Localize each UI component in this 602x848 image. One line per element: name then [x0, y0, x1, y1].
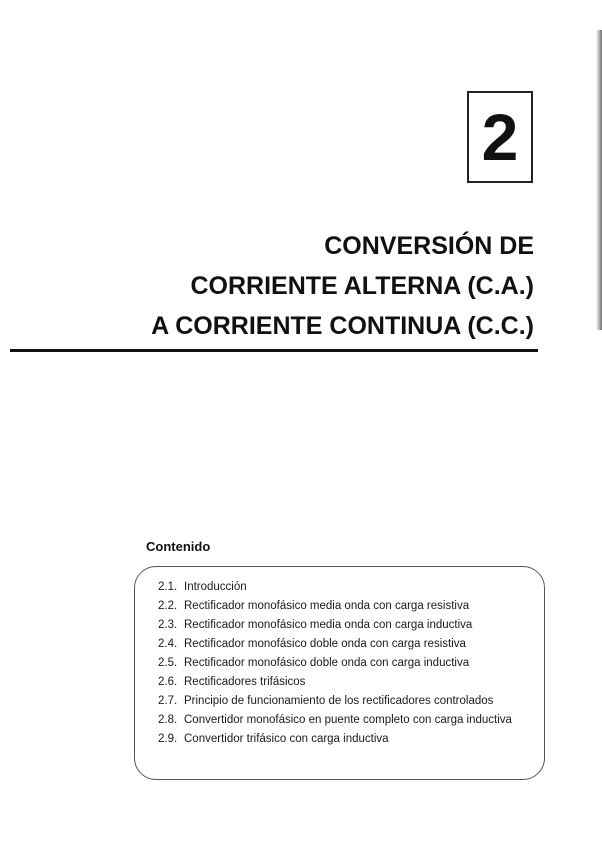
chapter-title-line-1: CONVERSIÓN DE [324, 232, 534, 260]
contents-item [158, 619, 538, 633]
contents-item-text: Rectificador monofásico media onda con carga inductiva [184, 619, 473, 631]
chapter-title-line-3: A CORRIENTE CONTINUA (C.C.) [151, 312, 534, 340]
contents-item-number: 2.4. [158, 638, 178, 650]
contents-item-number: 2.9. [158, 733, 178, 745]
contents-item-text: Rectificador monofásico doble onda con carga inductiva [184, 657, 470, 669]
contents-item-text: Convertidor monofásico en puente completo con carga inductiva [184, 714, 512, 726]
contents-item-text: Principio de funcionamiento de los rectificadores controlados [184, 695, 494, 707]
contents-item-text: Introducción [184, 581, 247, 593]
chapter-title-line-2: CORRIENTE ALTERNA (C.A.) [190, 272, 534, 300]
chapter-title [151, 226, 534, 346]
contents-item-text: Rectificador monofásico media onda con carga resistiva [184, 600, 470, 612]
contents-item [158, 600, 538, 614]
contents-box [134, 566, 545, 780]
contents-item-number: 2.6. [158, 676, 178, 688]
title-underline-rule [10, 349, 538, 352]
contents-item-text: Convertidor trifásico con carga inductiva [184, 733, 389, 745]
contents-item [158, 581, 538, 595]
page-edge-shadow [596, 30, 602, 330]
contents-item-text: Rectificadores trifásicos [184, 676, 306, 688]
contents-item [158, 733, 538, 747]
contents-item [158, 638, 538, 652]
contents-item [158, 676, 538, 690]
contents-item-number: 2.1. [158, 581, 178, 593]
contents-heading: Contenido [146, 539, 211, 554]
contents-item-number: 2.5. [158, 657, 178, 669]
contents-item-number: 2.3. [158, 619, 178, 631]
contents-item-number: 2.8. [158, 714, 178, 726]
contents-item [158, 695, 538, 709]
contents-list [158, 581, 538, 752]
chapter-number: 2 [481, 100, 519, 174]
contents-item [158, 657, 538, 671]
contents-item [158, 714, 538, 728]
contents-item-number: 2.2. [158, 600, 178, 612]
contents-item-text: Rectificador monofásico doble onda con carga resistiva [184, 638, 466, 650]
contents-item-number: 2.7. [158, 695, 178, 707]
chapter-number-box [467, 91, 533, 183]
